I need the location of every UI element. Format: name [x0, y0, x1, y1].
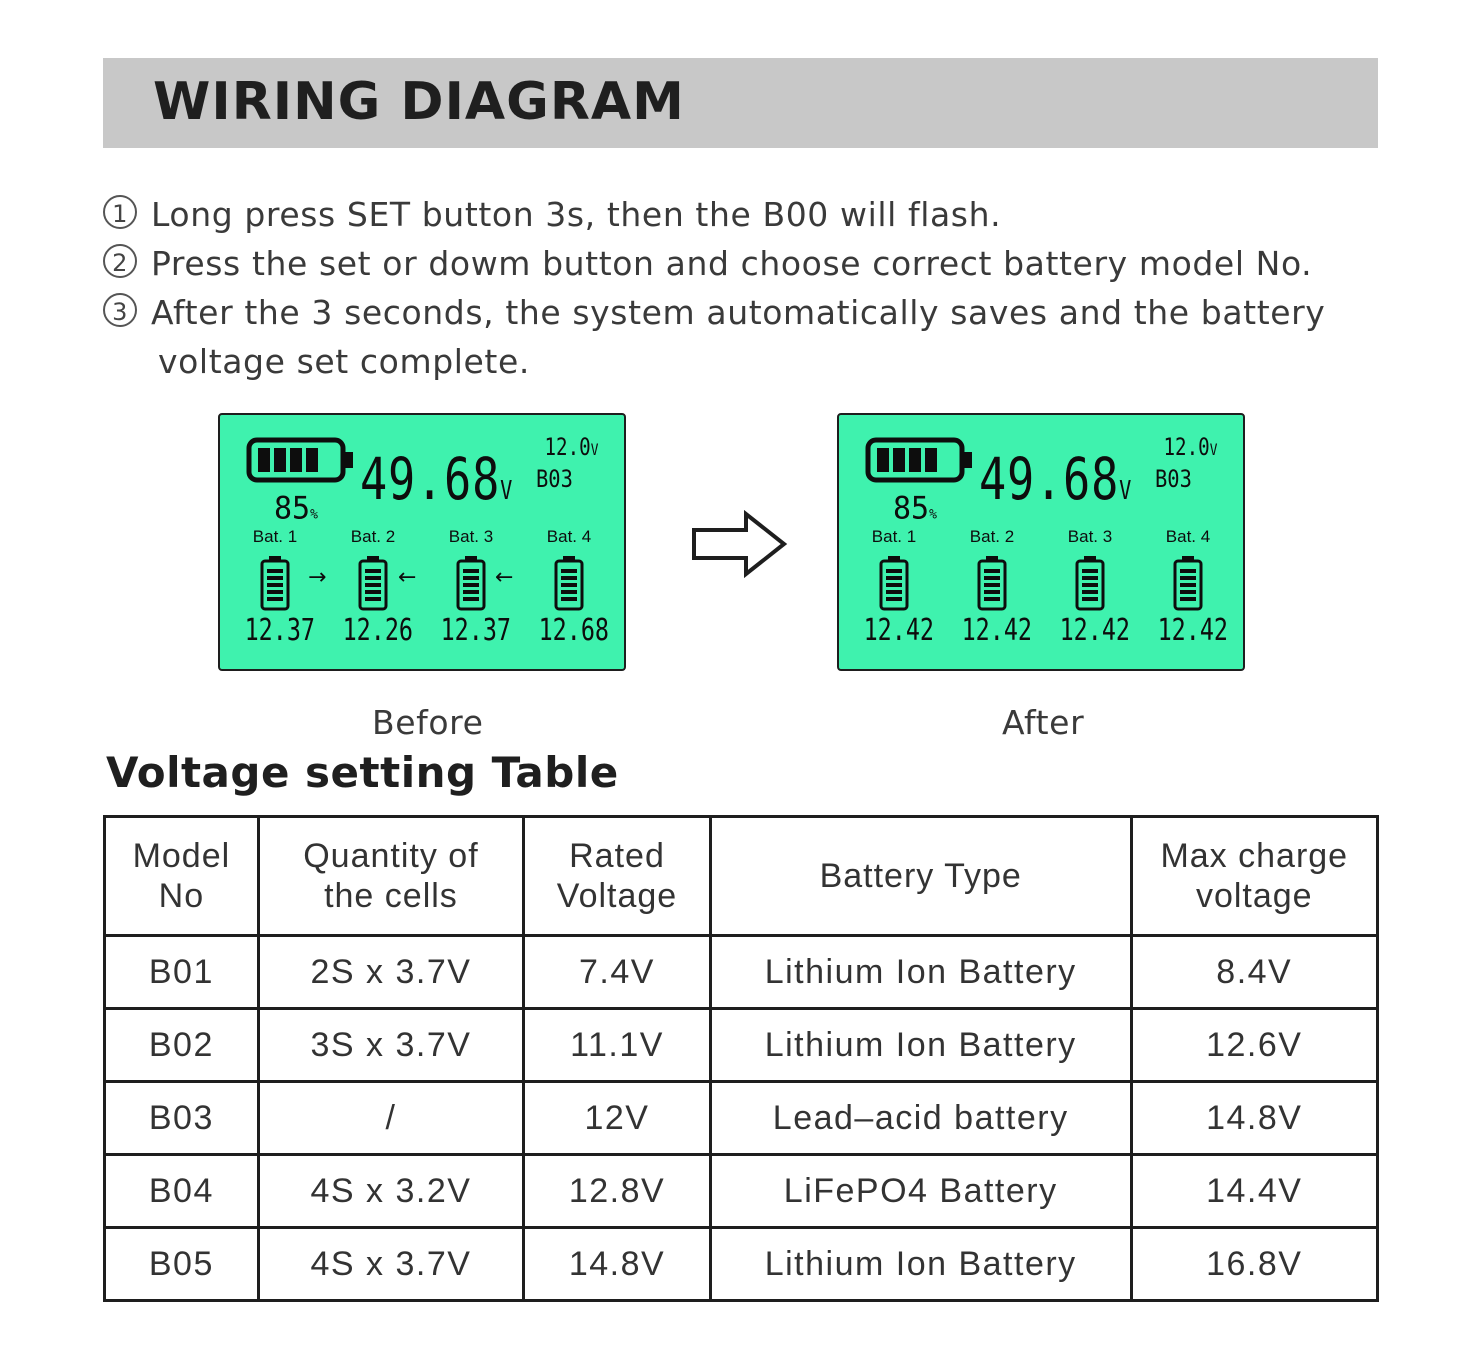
cell-label: Bat. 4 [1165, 527, 1211, 546]
cell-4 [1149, 527, 1227, 648]
cell-list [236, 527, 608, 648]
cell-battery-type: Lithium Ion Battery [710, 936, 1131, 1009]
cell-list [855, 527, 1227, 648]
cell-quantity: 3S x 3.7V [258, 1009, 523, 1082]
battery-level-icon [865, 437, 975, 487]
header-max-charge-voltage: Max charge voltage [1131, 817, 1377, 936]
cell-voltage: 12.42 [961, 613, 1033, 648]
cell-voltage: 12.42 [1157, 613, 1229, 648]
cell-battery-icon [977, 555, 1007, 611]
lcd-display-after [837, 413, 1245, 671]
cell-rated-voltage: 7.4V [524, 936, 711, 1009]
cell-voltage: 12.26 [342, 613, 414, 648]
table-row [105, 936, 1378, 1009]
charge-percent: 85% [274, 490, 318, 527]
table-header-row [105, 817, 1378, 936]
set-voltage: 12.0V [1163, 433, 1217, 461]
page-title: WIRING DIAGRAM [153, 72, 685, 132]
table-row [105, 1155, 1378, 1228]
cell-label: Bat. 1 [871, 527, 917, 546]
cell-quantity: 2S x 3.7V [258, 936, 523, 1009]
cell-voltage: 12.42 [1059, 613, 1131, 648]
model-code: B03 [1155, 465, 1192, 493]
cell-label: Bat. 4 [546, 527, 592, 546]
cell-voltage: 12.37 [244, 613, 316, 648]
step-number: 3 [103, 293, 137, 327]
cell-voltage: 12.42 [863, 613, 935, 648]
charge-percent: 85% [893, 490, 937, 527]
cell-quantity: 4S x 3.7V [258, 1228, 523, 1301]
table-row [105, 1228, 1378, 1301]
cell-battery-icon [358, 555, 388, 611]
total-voltage: 49.68V [360, 445, 514, 513]
cell-2 [953, 527, 1031, 648]
step-text: After the 3 seconds, the system automatically saves and the battery [151, 293, 1326, 332]
cell-battery-icon [260, 555, 290, 611]
cell-3 [1051, 527, 1129, 648]
lcd-display-before [218, 413, 626, 671]
cell-battery-icon [879, 555, 909, 611]
header-model-no: Model No [105, 817, 259, 936]
title-banner [103, 58, 1378, 148]
cell-rated-voltage: 14.8V [524, 1228, 711, 1301]
cell-label: Bat. 2 [350, 527, 396, 546]
cell-label: Bat. 1 [252, 527, 298, 546]
cell-battery-icon [1173, 555, 1203, 611]
table-row [105, 1082, 1378, 1155]
cell-model: B01 [105, 936, 259, 1009]
total-voltage: 49.68V [979, 445, 1133, 513]
cell-max-charge: 16.8V [1131, 1228, 1377, 1301]
battery-level-icon [246, 437, 356, 487]
cell-rated-voltage: 12.8V [524, 1155, 711, 1228]
table-title: Voltage setting Table [106, 748, 619, 797]
cell-battery-type: Lithium Ion Battery [710, 1228, 1131, 1301]
step-number: 2 [103, 244, 137, 278]
cell-model: B02 [105, 1009, 259, 1082]
arrow-right-icon: → [308, 565, 327, 590]
cell-label: Bat. 3 [1067, 527, 1113, 546]
cell-battery-icon [456, 555, 486, 611]
cell-4 [530, 527, 608, 648]
cell-battery-type: Lead–acid battery [710, 1082, 1131, 1155]
cell-max-charge: 14.8V [1131, 1082, 1377, 1155]
caption-after: After [1002, 703, 1085, 742]
model-code: B03 [536, 465, 573, 493]
cell-battery-type: Lithium Ion Battery [710, 1009, 1131, 1082]
step-text: Press the set or dowm button and choose correct battery model No. [151, 244, 1313, 283]
cell-battery-type: LiFePO4 Battery [710, 1155, 1131, 1228]
cell-max-charge: 14.4V [1131, 1155, 1377, 1228]
header-rated-voltage: Rated Voltage [524, 817, 711, 936]
cell-model: B03 [105, 1082, 259, 1155]
instruction-steps [103, 190, 1423, 386]
step-3-continuation: voltage set complete. [158, 342, 530, 381]
cell-rated-voltage: 12V [524, 1082, 711, 1155]
step-text: Long press SET button 3s, then the B00 will flash. [151, 195, 1002, 234]
cell-voltage: 12.68 [538, 613, 610, 648]
cell-battery-icon [1075, 555, 1105, 611]
cell-model: B04 [105, 1155, 259, 1228]
cell-1 [236, 527, 314, 648]
set-voltage: 12.0V [544, 433, 598, 461]
voltage-setting-table [103, 815, 1379, 1302]
arrow-left-icon: ← [495, 565, 514, 590]
header-battery-type: Battery Type [710, 817, 1131, 936]
step-number: 1 [103, 195, 137, 229]
caption-before: Before [372, 703, 484, 742]
transition-arrow-icon [690, 510, 790, 578]
step-1 [103, 190, 1423, 239]
cell-1 [855, 527, 933, 648]
cell-battery-icon [554, 555, 584, 611]
arrow-left-icon: ← [398, 565, 417, 590]
cell-max-charge: 8.4V [1131, 936, 1377, 1009]
cell-model: B05 [105, 1228, 259, 1301]
cell-rated-voltage: 11.1V [524, 1009, 711, 1082]
cell-quantity: / [258, 1082, 523, 1155]
cell-max-charge: 12.6V [1131, 1009, 1377, 1082]
cell-voltage: 12.37 [440, 613, 512, 648]
cell-label: Bat. 2 [969, 527, 1015, 546]
header-quantity-of-cells: Quantity of the cells [258, 817, 523, 936]
step-3 [103, 288, 1423, 337]
table-row [105, 1009, 1378, 1082]
cell-quantity: 4S x 3.2V [258, 1155, 523, 1228]
step-2 [103, 239, 1423, 288]
cell-label: Bat. 3 [448, 527, 494, 546]
